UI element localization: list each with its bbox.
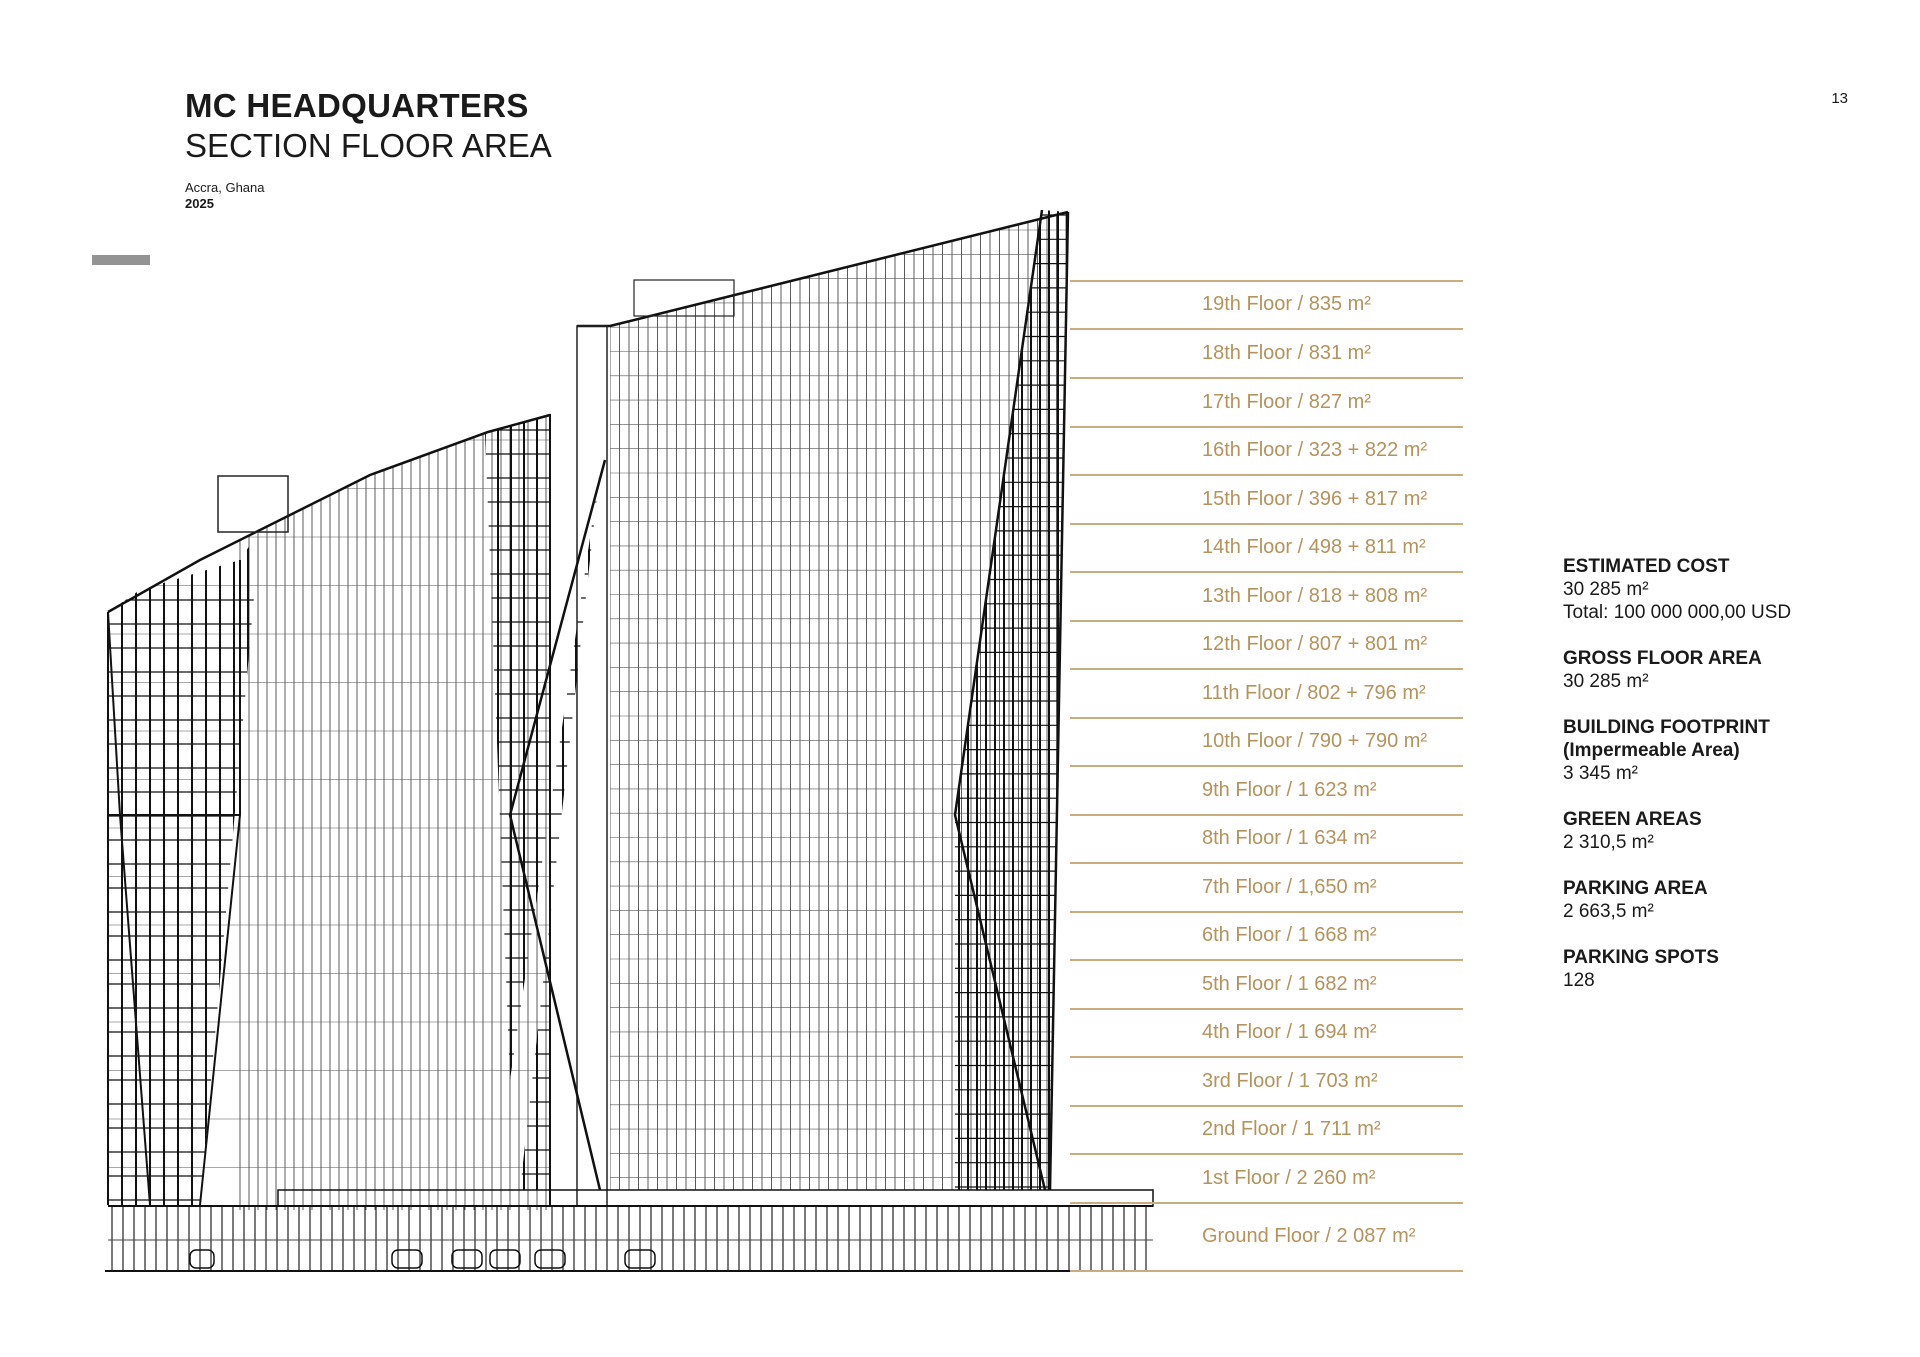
stat-value: 2 310,5 m² — [1563, 832, 1654, 853]
floor-label-7: 7th Floor / 1,650 m² — [1202, 876, 1377, 898]
stat-label: BUILDING FOOTPRINT — [1563, 717, 1770, 738]
project-year: 2025 — [185, 196, 214, 211]
floor-divider — [1070, 377, 1463, 379]
floor-divider — [1070, 571, 1463, 573]
stat-value: 3 345 m² — [1563, 763, 1638, 784]
project-location: Accra, Ghana — [185, 180, 265, 195]
floor-divider — [1070, 328, 1463, 330]
floor-label-4: 4th Floor / 1 694 m² — [1202, 1021, 1377, 1043]
stat-label: PARKING SPOTS — [1563, 947, 1719, 968]
floor-label-8: 8th Floor / 1 634 m² — [1202, 827, 1377, 849]
floor-divider — [1070, 862, 1463, 864]
floor-label-15: 15th Floor / 396 + 817 m² — [1202, 488, 1428, 510]
floor-divider — [1070, 1008, 1463, 1010]
page-title: MC HEADQUARTERS — [185, 87, 529, 124]
stat-label: GROSS FLOOR AREA — [1563, 648, 1762, 669]
floor-divider — [1070, 911, 1463, 913]
floor-label-3: 3rd Floor / 1 703 m² — [1202, 1070, 1378, 1092]
floor-divider — [1070, 717, 1463, 719]
floor-divider — [1070, 1270, 1463, 1272]
floor-label-ground: Ground Floor / 2 087 m² — [1202, 1225, 1416, 1247]
floor-label-11: 11th Floor / 802 + 796 m² — [1202, 682, 1426, 704]
floor-label-16: 16th Floor / 323 + 822 m² — [1202, 439, 1428, 461]
stat-label: PARKING AREA — [1563, 878, 1708, 899]
floor-label-5: 5th Floor / 1 682 m² — [1202, 973, 1377, 995]
stat-building-footprint — [1563, 716, 1903, 785]
stat-value: 30 285 m² — [1563, 579, 1649, 600]
stat-label: ESTIMATED COST — [1563, 556, 1730, 577]
floor-divider — [1070, 620, 1463, 622]
floor-label-19: 19th Floor / 835 m² — [1202, 293, 1371, 315]
floor-label-10: 10th Floor / 790 + 790 m² — [1202, 730, 1428, 752]
floor-divider — [1070, 959, 1463, 961]
floor-label-18: 18th Floor / 831 m² — [1202, 342, 1371, 364]
page-number: 13 — [1831, 90, 1848, 107]
floor-label-2: 2nd Floor / 1 711 m² — [1202, 1118, 1381, 1140]
stat-total: Total: 100 000 000,00 USD — [1563, 602, 1792, 623]
floor-divider — [1070, 668, 1463, 670]
floor-label-14: 14th Floor / 498 + 811 m² — [1202, 536, 1426, 558]
stat-parking-area — [1563, 877, 1903, 923]
floor-divider — [1070, 523, 1463, 525]
stat-label: GREEN AREAS — [1563, 809, 1702, 830]
stat-parking-spots — [1563, 946, 1903, 992]
stat-value: 2 663,5 m² — [1563, 901, 1654, 922]
floor-label-9: 9th Floor / 1 623 m² — [1202, 779, 1377, 801]
floor-divider — [1070, 814, 1463, 816]
floor-divider — [1070, 765, 1463, 767]
floor-label-17: 17th Floor / 827 m² — [1202, 391, 1371, 413]
stat-green-areas — [1563, 808, 1903, 854]
project-stats — [1563, 555, 1903, 1015]
floor-label-12: 12th Floor / 807 + 801 m² — [1202, 633, 1428, 655]
floor-label-13: 13th Floor / 818 + 808 m² — [1202, 585, 1428, 607]
floor-divider — [1070, 1105, 1463, 1107]
floor-divider — [1070, 1153, 1463, 1155]
floor-label-6: 6th Floor / 1 668 m² — [1202, 924, 1377, 946]
floor-divider — [1070, 1056, 1463, 1058]
floor-divider — [1070, 1202, 1463, 1204]
floor-divider — [1070, 280, 1463, 282]
floor-divider — [1070, 474, 1463, 476]
floor-labels — [1070, 0, 1470, 1357]
stat-value: 30 285 m² — [1563, 671, 1649, 692]
stat-gross-floor-area — [1563, 647, 1903, 693]
stat-value: 128 — [1563, 970, 1595, 991]
floor-label-1: 1st Floor / 2 260 m² — [1202, 1167, 1376, 1189]
floor-divider — [1070, 426, 1463, 428]
page-subtitle: SECTION FLOOR AREA — [185, 127, 552, 164]
stat-estimated-cost — [1563, 555, 1903, 624]
stat-label-sub: (Impermeable Area) — [1563, 740, 1740, 761]
